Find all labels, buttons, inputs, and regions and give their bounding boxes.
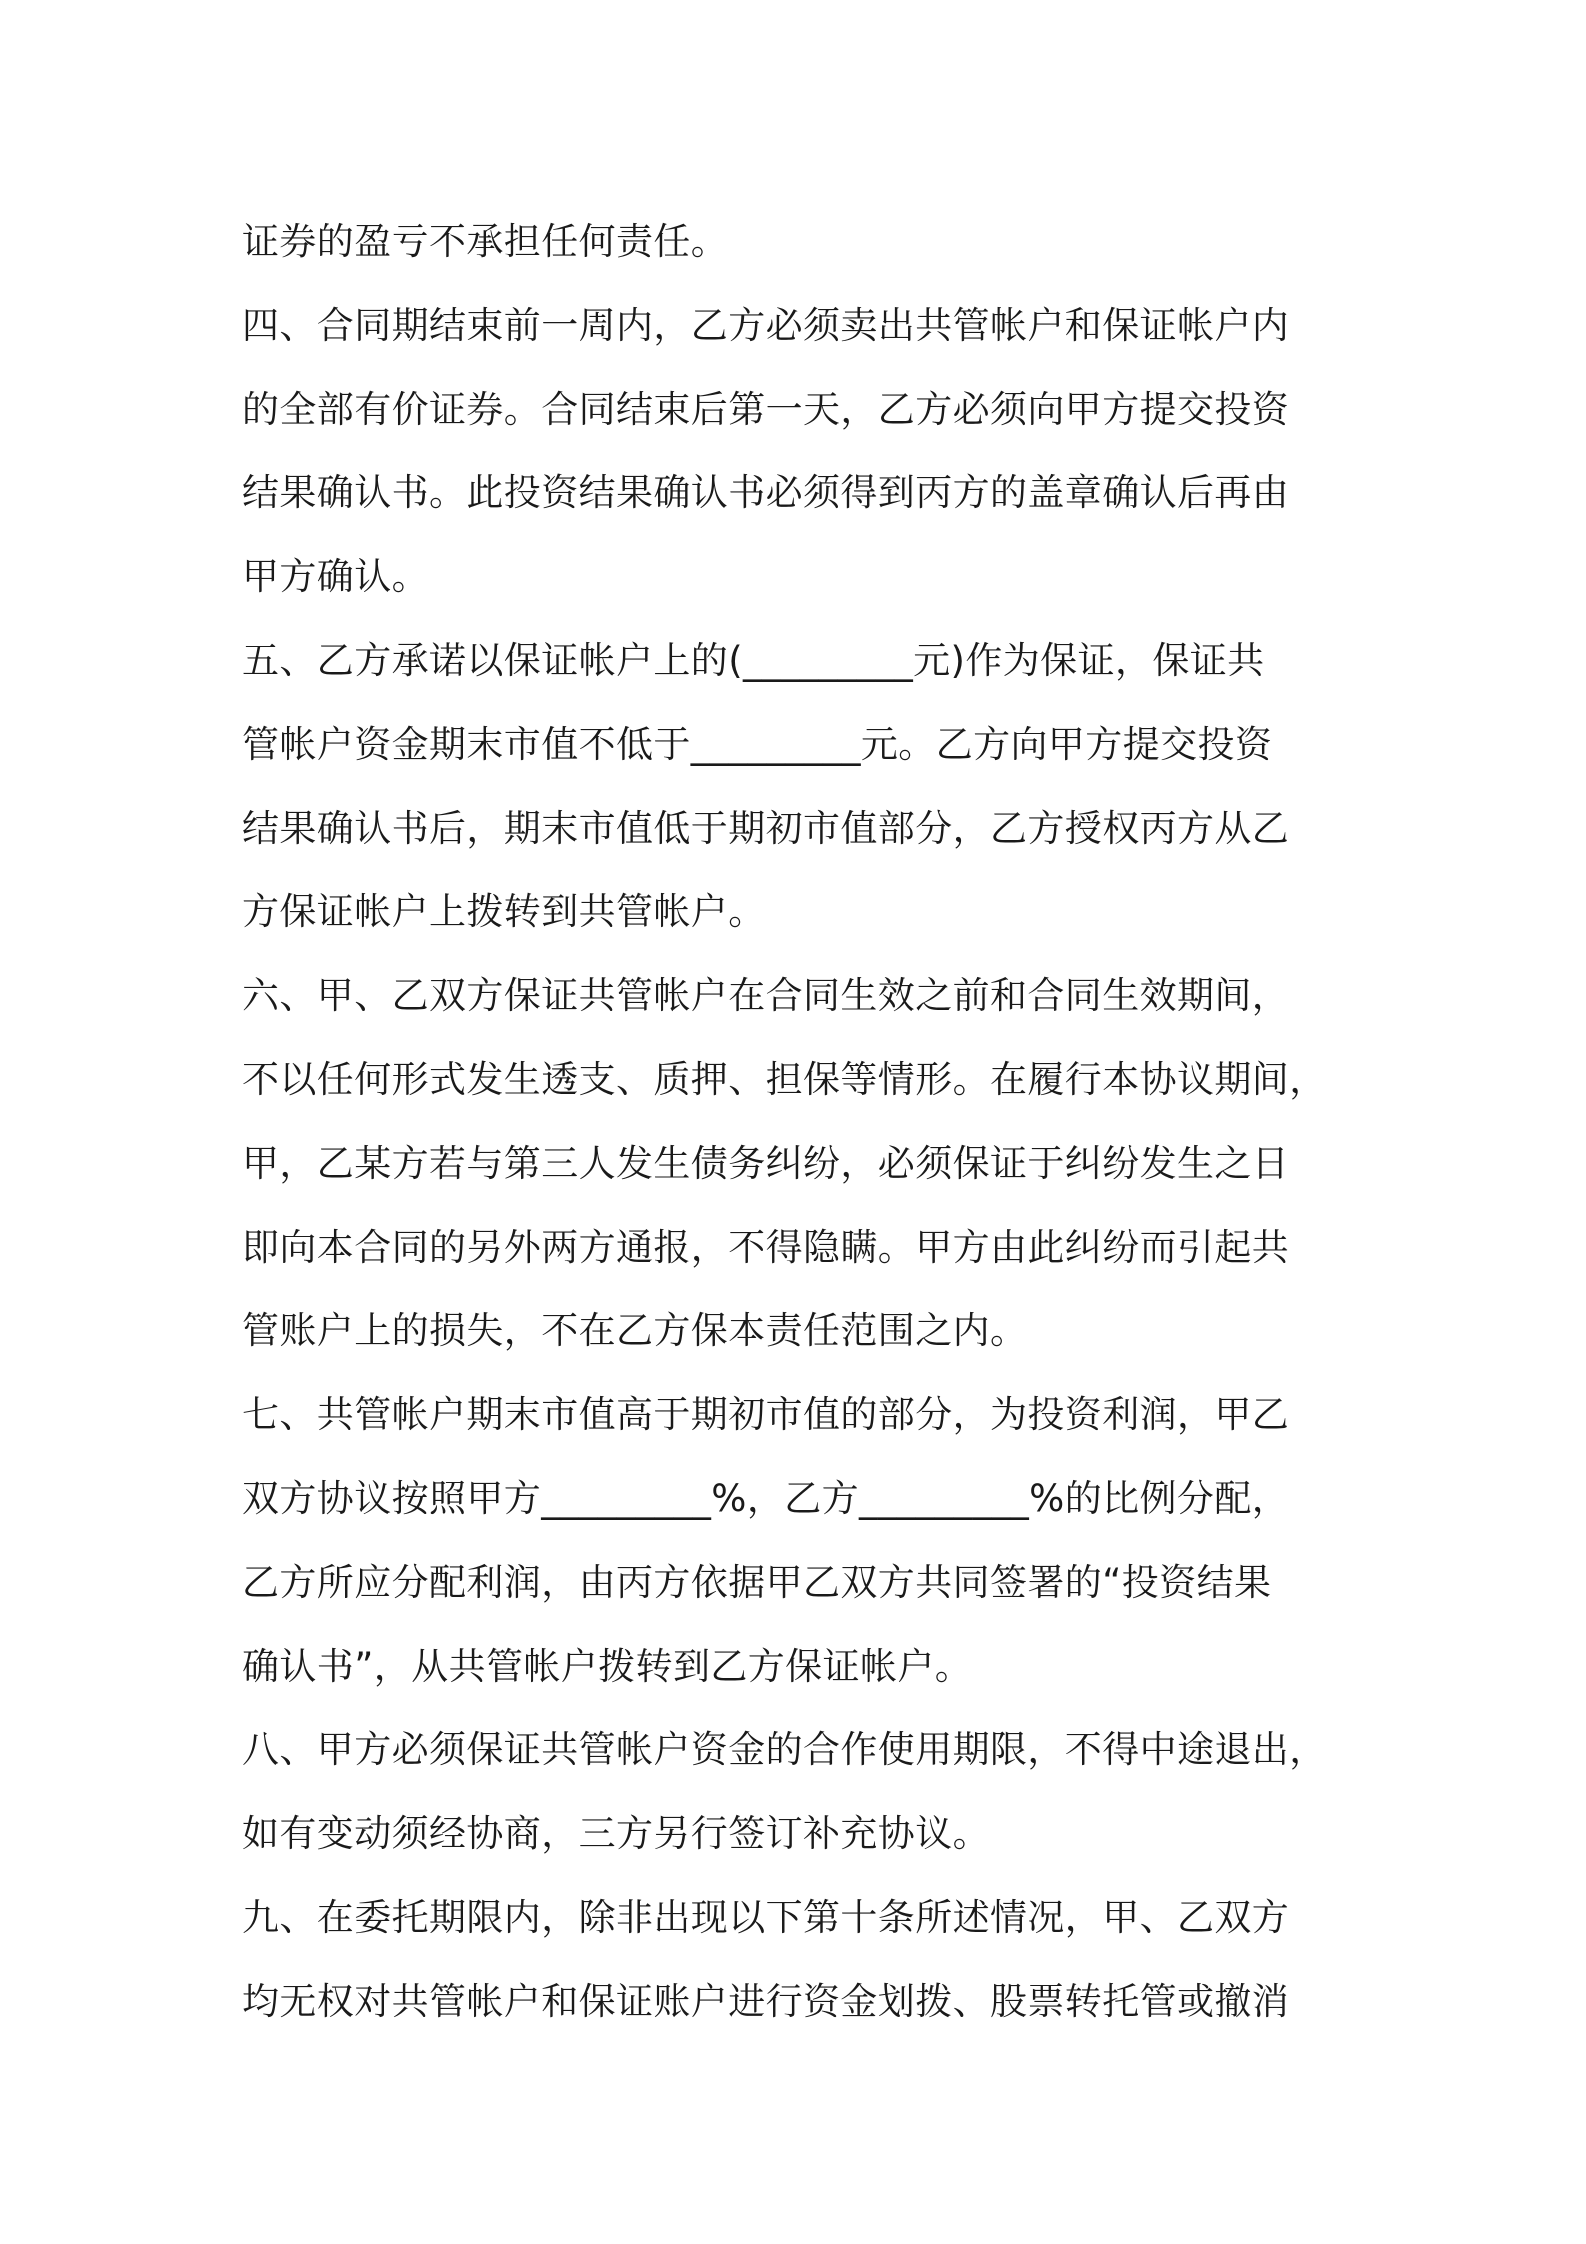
text-line: 乙方所应分配利润，由丙方依据甲乙双方共同签署的“投资结果 [242,1560,1272,1604]
text-line: 甲方确认。 [242,555,429,599]
text-line: 九、在委托期限内，除非出现以下第十条所述情况，甲、乙双方 [242,1895,1290,1939]
text-line: 七、共管帐户期末市值高于期初市值的部分，为投资利润，甲乙 [242,1393,1290,1437]
text-line: 四、合同期结束前一周内，乙方必须卖出共管帐户和保证帐户内 [242,303,1290,347]
text-line: 方保证帐户上拨转到共管帐户。 [242,890,766,934]
text-line: 八、甲方必须保证共管帐户资金的合作使用期限，不得中途退出， [242,1728,1327,1772]
text-line: 双方协议按照甲方_________%，乙方_________%的比例分配， [242,1476,1290,1520]
text-line: 如有变动须经协商，三方另行签订补充协议。 [242,1812,990,1856]
text-line: 均无权对共管帐户和保证账户进行资金划拨、股票转托管或撤消 [242,1979,1290,2023]
text-line: 证券的盈亏不承担任何责任。 [242,220,729,263]
text-line: 五、乙方承诺以保证帐户上的(_________元)作为保证，保证共 [242,638,1265,682]
text-line: 结果确认书后，期末市值低于期初市值部分，乙方授权丙方从乙 [242,806,1290,850]
text-line: 确认书”，从共管帐户拨转到乙方保证帐户。 [242,1644,973,1688]
text-line: 不以任何形式发生透支、质押、担保等情形。在履行本协议期间， [242,1057,1327,1101]
text-line: 结果确认书。此投资结果确认书必须得到丙方的盖章确认后再由 [242,471,1290,515]
text-line: 甲，乙某方若与第三人发生债务纠纷，必须保证于纠纷发生之日 [242,1141,1290,1185]
contract-text-body [242,200,1362,2044]
text-line: 的全部有价证券。合同结束后第一天，乙方必须向甲方提交投资 [242,387,1290,431]
text-line: 即向本合同的另外两方通报，不得隐瞒。甲方由此纠纷而引起共 [242,1225,1290,1269]
text-line: 管帐户资金期末市值不低于_________元。乙方向甲方提交投资 [242,722,1273,766]
text-line: 管账户上的损失，不在乙方保本责任范围之内。 [242,1309,1028,1353]
text-line: 六、甲、乙双方保证共管帐户在合同生效之前和合同生效期间， [242,974,1290,1018]
